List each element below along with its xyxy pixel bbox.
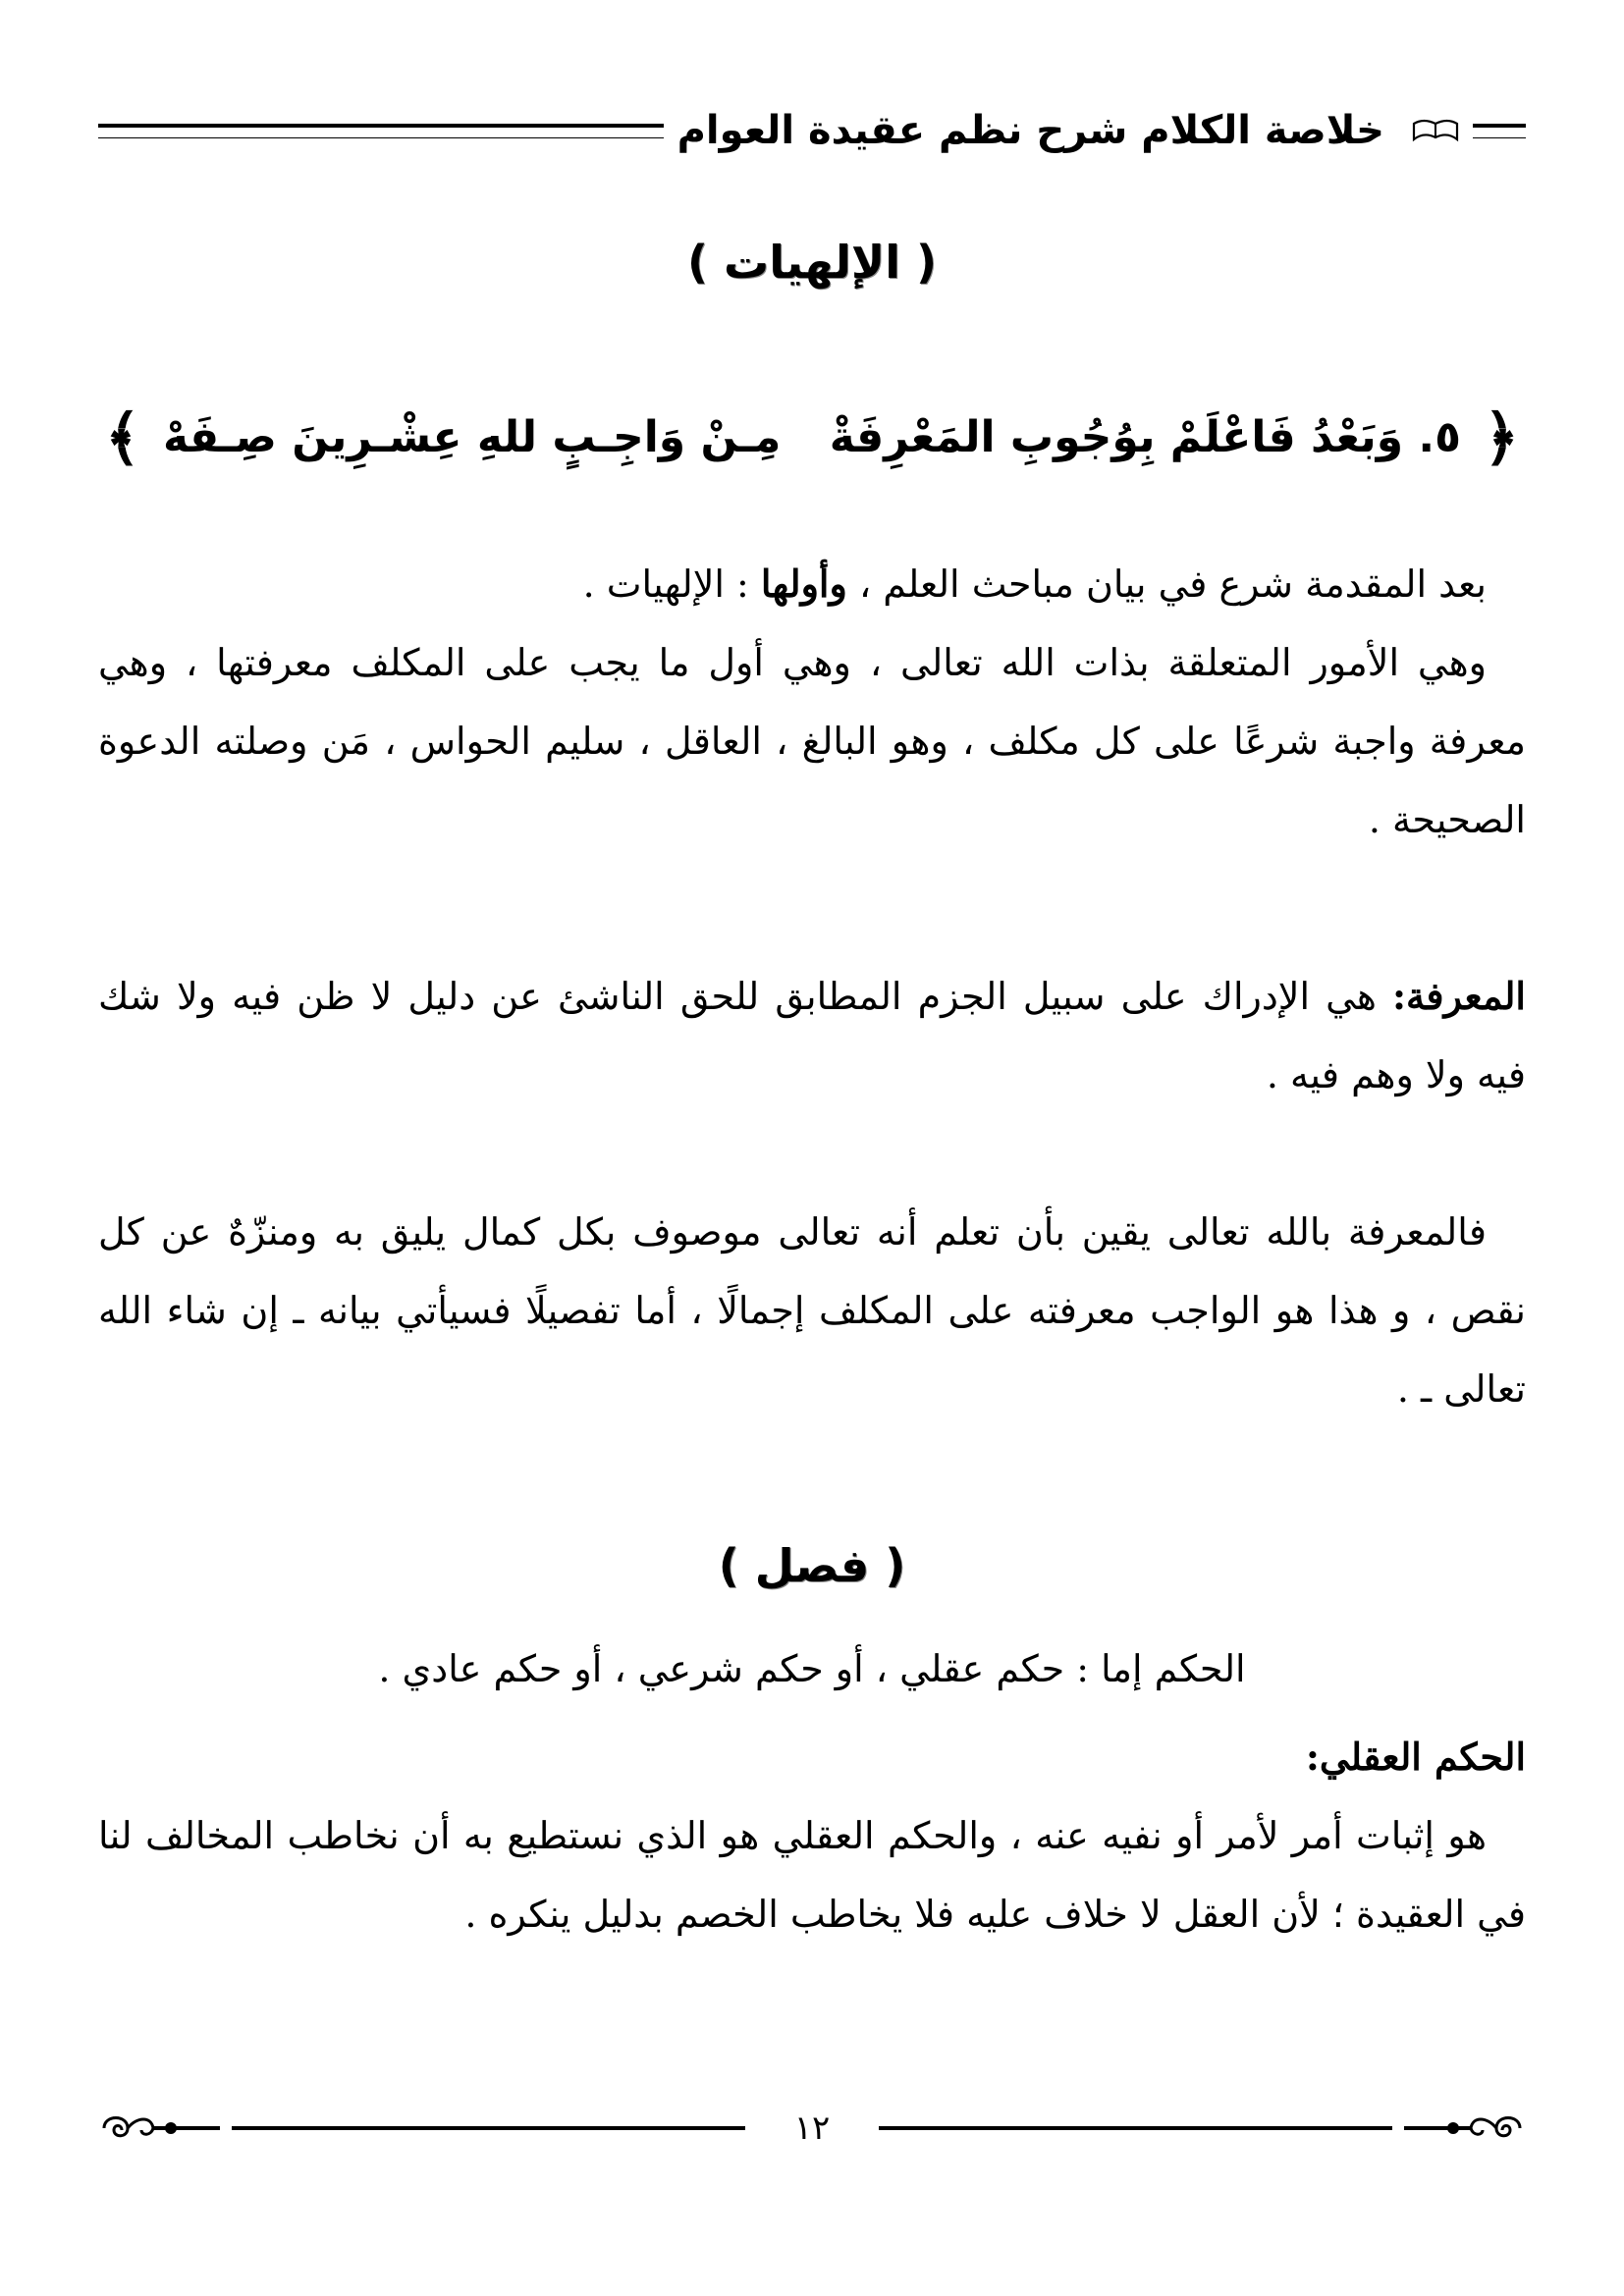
header-title: خلاصة الكلام شرح نظم عقيدة العوام	[677, 108, 1384, 153]
right-flourish-icon	[1392, 2107, 1530, 2150]
definition-term: المعرفة:	[1392, 974, 1526, 1018]
definition-text: هي الإدراك على سبيل الجزم المطابق للحق الناشئ عن دليل لا ظن فيه ولا شك فيه ولا وهم فيه .	[98, 975, 1526, 1096]
ruling-body-text: هو إثبات أمر لأمر أو نفيه عنه ، والحكم العقلي هو الذي نستطيع به أن نخاطب المخالف لنا في العقيدة ؛ لأن العقل لا خلاف عليه فلا يخاطب الخصم بدليل ينكره .	[98, 1814, 1526, 1936]
paragraph-intro	[98, 545, 1526, 623]
footer-rule-right	[879, 2126, 1392, 2130]
paragraph-intro-bold: وأولها	[760, 561, 847, 606]
ruling-intro: الحكم إما : حكم عقلي ، أو حكم شرعي ، أو حكم عادي .	[378, 1647, 1246, 1690]
verse-first-hemistich: ٥. وَبَعْدُ فَاعْلَمْ بِوُجُوبِ المَعْرِفَةْ	[829, 411, 1461, 462]
page-footer	[94, 2099, 1530, 2158]
running-header	[98, 106, 1526, 155]
verse-second-hemistich: مِـنْ وَاجِـبٍ للهِ عِشْـرِينَ صِـفَهْ	[163, 411, 782, 462]
ruling-heading: الحكم العقلي:	[1305, 1735, 1526, 1779]
footer-rule-left	[232, 2126, 745, 2130]
section-title-chapter: ( فصل )	[718, 1539, 906, 1592]
paragraph-definition	[98, 957, 1526, 1114]
verse-line	[98, 393, 1526, 481]
paragraph-intro-text: بعد المقدمة شرع في بيان مباحث العلم ،	[858, 562, 1487, 606]
ruling-body	[98, 1796, 1526, 1953]
verse-open-bracket: ﴿	[1483, 400, 1520, 473]
paragraph-intro-rest: : الإلهيات .	[582, 562, 749, 606]
left-flourish-icon	[94, 2107, 232, 2150]
paragraph-knowledge-text: فالمعرفة بالله تعالى يقين بأن تعلم أنه تعالى موصوف بكل كمال يليق به ومنزّهٌ عن كل نقص ، و هذا هو الواجب معرفته على المكلف إجمالًا ، أما تفصيلًا فسيأتي بيانه ـ إن شاء الله تعالى ـ .	[98, 1210, 1526, 1411]
page-number: ١٢	[793, 2109, 831, 2148]
verse-close-bracket: ﴾	[104, 400, 141, 473]
header-rule-left	[98, 124, 664, 138]
header-rule-right	[1473, 124, 1526, 138]
paragraph-knowledge	[98, 1193, 1526, 1428]
section-title-divinity: ( الإلهيات )	[686, 236, 937, 289]
paragraph-matters	[98, 623, 1526, 859]
paragraph-matters-text: وهي الأمور المتعلقة بذات الله تعالى ، وهي أول ما يجب على المكلف معرفتها ، وهي معرفة واجبة شرعًا على كل مكلف ، وهو البالغ ، العاقل ، سليم الحواس ، مَن وصلته الدعوة الصحيحة .	[98, 641, 1526, 841]
open-book-icon	[1412, 118, 1459, 143]
